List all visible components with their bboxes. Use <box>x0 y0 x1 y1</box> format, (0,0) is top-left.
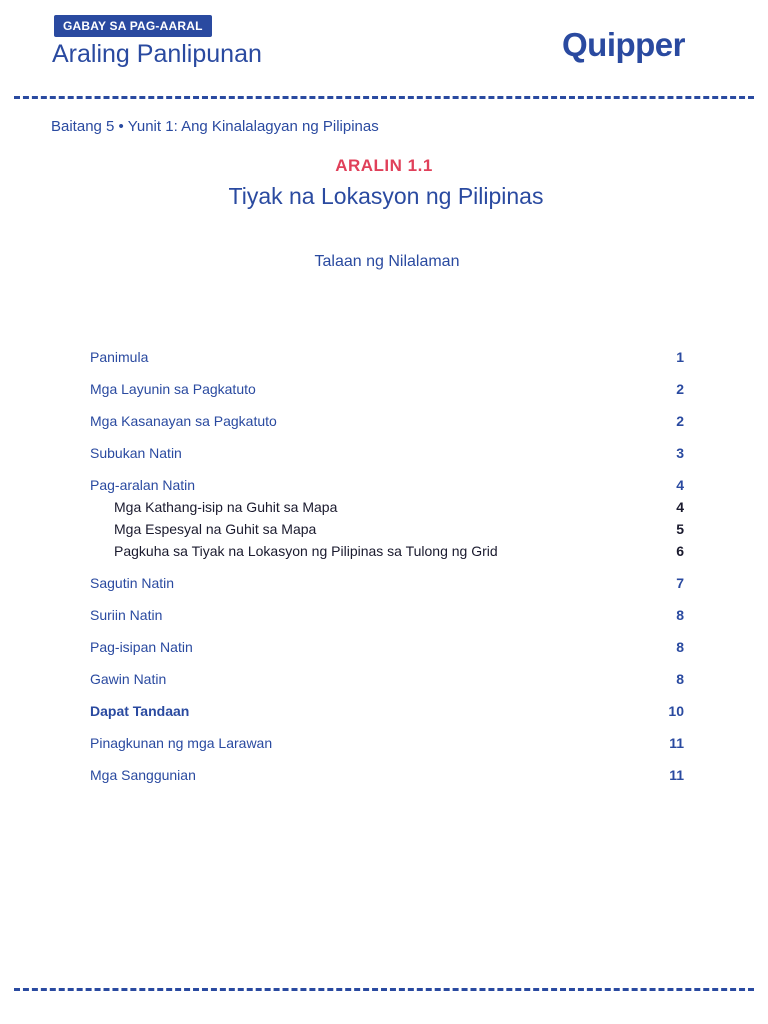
lesson-label: ARALIN 1.1 <box>335 156 433 175</box>
toc-entry-pinagkunan[interactable] <box>90 732 684 754</box>
toc-entry-page: 11 <box>669 767 684 783</box>
toc-entry-panimula[interactable] <box>90 346 684 368</box>
toc-entry-title: Subukan Natin <box>90 445 182 461</box>
toc-subentry-grid[interactable] <box>90 540 684 562</box>
toc-entry-title: Mga Layunin sa Pagkatuto <box>90 381 256 397</box>
toc-entry-title: Sagutin Natin <box>90 575 175 591</box>
quipper-logo: Quipper <box>562 26 686 63</box>
toc-entry-page: 8 <box>676 607 684 623</box>
top-divider <box>14 96 754 99</box>
toc-entry-sagutin[interactable] <box>90 572 684 594</box>
toc-entry-kasanayan[interactable] <box>90 410 684 432</box>
toc-entry-page: 10 <box>668 703 684 719</box>
toc-entry-page: 1 <box>676 349 684 365</box>
guide-badge: GABAY SA PAG-AARAL <box>54 15 212 37</box>
toc-entry-page: 5 <box>676 521 684 537</box>
toc-heading: Talaan ng Nilalaman <box>314 253 460 270</box>
bottom-divider <box>14 988 754 991</box>
toc-entry-title: Panimula <box>90 349 149 365</box>
toc-entry-dapat-tandaan[interactable] <box>90 700 684 722</box>
toc-entry-gawin[interactable] <box>90 668 684 690</box>
toc-entry-pag-isipan[interactable] <box>90 636 684 658</box>
toc-entry-page: 6 <box>676 543 684 559</box>
breadcrumb: Baitang 5 • Yunit 1: Ang Kinalalagyan ng Pilipinas <box>51 118 379 135</box>
toc-entry-title: Gawin Natin <box>90 671 167 687</box>
toc-entry-subukan[interactable] <box>90 442 684 464</box>
toc-entry-sanggunian[interactable] <box>90 764 684 786</box>
toc-entry-title: Dapat Tandaan <box>90 703 190 719</box>
toc-entry-title: Pag-isipan Natin <box>90 639 193 655</box>
toc-entry-title: Pagkuha sa Tiyak na Lokasyon ng Pilipinas sa Tulong ng Grid <box>114 543 498 559</box>
lesson-title: Tiyak na Lokasyon ng Pilipinas <box>228 183 544 209</box>
toc-entry-suriin[interactable] <box>90 604 684 626</box>
toc-entry-title: Mga Kasanayan sa Pagkatuto <box>90 413 277 429</box>
toc-entry-layunin[interactable] <box>90 378 684 400</box>
toc-entry-page: 7 <box>676 575 684 591</box>
toc-subentry-espesyal[interactable] <box>90 518 684 540</box>
toc-entry-page: 8 <box>676 639 684 655</box>
toc-entry-title: Suriin Natin <box>90 607 163 623</box>
toc-entry-page: 4 <box>676 499 684 515</box>
table-of-contents <box>90 346 684 786</box>
toc-entry-page: 11 <box>669 735 684 751</box>
toc-entry-page: 2 <box>676 413 684 429</box>
toc-entry-page: 8 <box>676 671 684 687</box>
subject-title: Araling Panlipunan <box>52 40 262 68</box>
toc-entry-title: Mga Sanggunian <box>90 767 196 783</box>
toc-entry-title: Pag-aralan Natin <box>90 477 196 493</box>
toc-entry-page: 3 <box>676 445 684 461</box>
toc-subentry-kathang-isip[interactable] <box>90 496 684 518</box>
toc-entry-title: Pinagkunan ng mga Larawan <box>90 735 273 751</box>
toc-entry-title: Mga Espesyal na Guhit sa Mapa <box>114 521 317 537</box>
toc-entry-pag-aralan[interactable] <box>90 474 684 496</box>
toc-entry-page: 4 <box>676 477 684 493</box>
toc-entry-page: 2 <box>676 381 684 397</box>
toc-entry-title: Mga Kathang-isip na Guhit sa Mapa <box>114 499 338 515</box>
